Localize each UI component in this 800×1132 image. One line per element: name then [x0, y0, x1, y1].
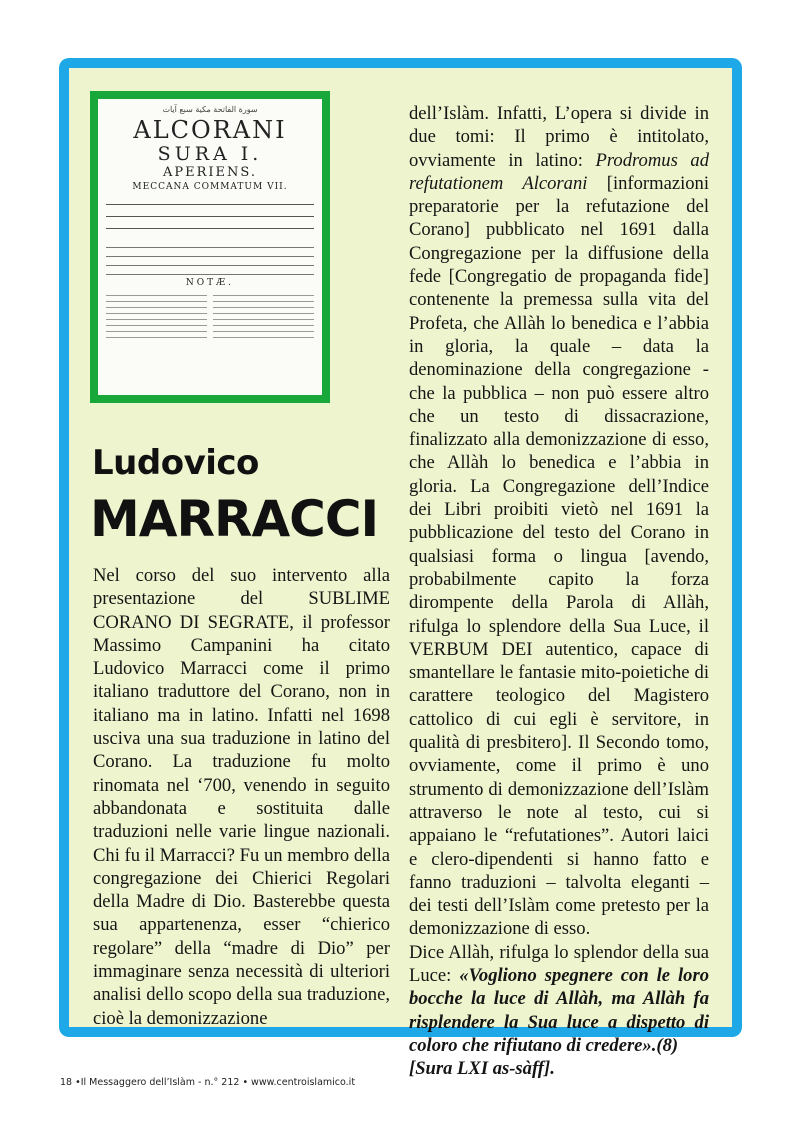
article-right-column — [409, 102, 709, 1080]
right-text-b: [informazioni preparatorie per la refutazione del Corano] pubblicato nel 1691 dalla Congregazione per la diffusione della fede [Congregatio de propaganda fide] contenente la premessa sulla vita del Profeta, che Allàh lo benedica e l’abbia in gloria, la quale – data la denominazione della congregazione - che la pubblica – non può essere altro che un testo di dissacrazione, finalizzato alla demonizzazione di esso, che Allàh lo benedica e l’abbia in gloria. La Congregazione dell’Indice dei Libri proibiti vietò nel 1691 la pubblicazione del testo del Corano in qualsiasi forma o lingua [avendo, probabilmente capito la forza dirompente della Parola di Allàh, rifulga lo splendore della Sua Luce, il VERBUM DEI autentico, capace di smantellare le fantasie mito-poietiche di carattere teologico del Magistero cattolico di cui egli è servitore, in qualità di presbitero]. Il Secondo tomo, ovviamente, come il primo è uno strumento di demonizzazione dell’Islàm attraverso le note al testo, cui si appaiano le “refutationes”. Autori laici e clero-dipendenti si hanno fatto e fanno traduzioni – talvolta eleganti – dei testi dell’Islàm come pretesto per la demonizzazione di esso. — [409, 172, 709, 940]
prodromus-title: Prodromus ad refutationem Alcorani — [409, 149, 709, 194]
scan-arabic-heading: سورة الفاتحة مكية سبع آيات — [162, 105, 258, 114]
scan-notae-heading: NOTÆ. — [185, 278, 235, 288]
quran-quote: «Vogliono spegnere con le loro bocche la luce di Allàh, ma Allàh fa risplendere la Sua luce a dispetto di coloro che rifiutano di credere».(8) — [409, 964, 709, 1056]
article-left-column — [93, 564, 390, 1030]
page-footer: 18 •Il Messaggero dell’Islàm - n.° 212 • www.centroislamico.it — [60, 1077, 356, 1088]
scan-title-line4: MECCANA COMMATUM VII. — [132, 182, 288, 192]
sura-reference: [Sura LXI as-sàff]. — [409, 1058, 555, 1080]
scan-notes — [106, 291, 314, 341]
quote-paragraph — [409, 941, 709, 1081]
right-text-c: Dice Allàh, rifulga lo splendor della sua Luce: — [409, 941, 709, 986]
scan-title-line2: SURA I. — [157, 143, 263, 165]
scan-arabic-text — [106, 197, 314, 235]
alcorani-scan-image — [90, 91, 330, 403]
right-text-a: dell’Islàm. Infatti, L’opera si divide in due tomi: Il primo è intitolato, ovviamente in latino: — [409, 103, 709, 171]
author-first-name: Ludovico — [92, 443, 259, 483]
scan-page — [98, 99, 322, 395]
scan-title-line3: APERIENS. — [163, 165, 257, 180]
right-paragraph — [409, 102, 709, 941]
scan-latin-text — [106, 241, 314, 275]
left-paragraph: Nel corso del suo intervento alla presentazione del SUBLIME CORANO DI SEGRATE, il professor Massimo Campanini ha citato Ludovico Marracci come il primo italiano traduttore del Corano, non in italiano ma in latino. Infatti nel 1698 usciva una sua traduzione in latino del Corano. La traduzione fu molto rinomata nel ‘700, venendo in seguito abbandonata e sostituita dalle traduzioni nelle varie lingue nazionali. Chi fu il Marracci? Fu un membro della congregazione dei Chierici Regolari della Madre di Dio. Basterebbe questa sua appartenenza, esser “chierico regolare” della “madre di Dio” per immaginare senza necessità di ulteriori analisi dello scopo della sua traduzione, cioè la demonizzazione — [93, 565, 390, 1029]
author-last-name: MARRACCI — [90, 490, 379, 548]
scan-title-line1: ALCORANI — [133, 116, 287, 144]
